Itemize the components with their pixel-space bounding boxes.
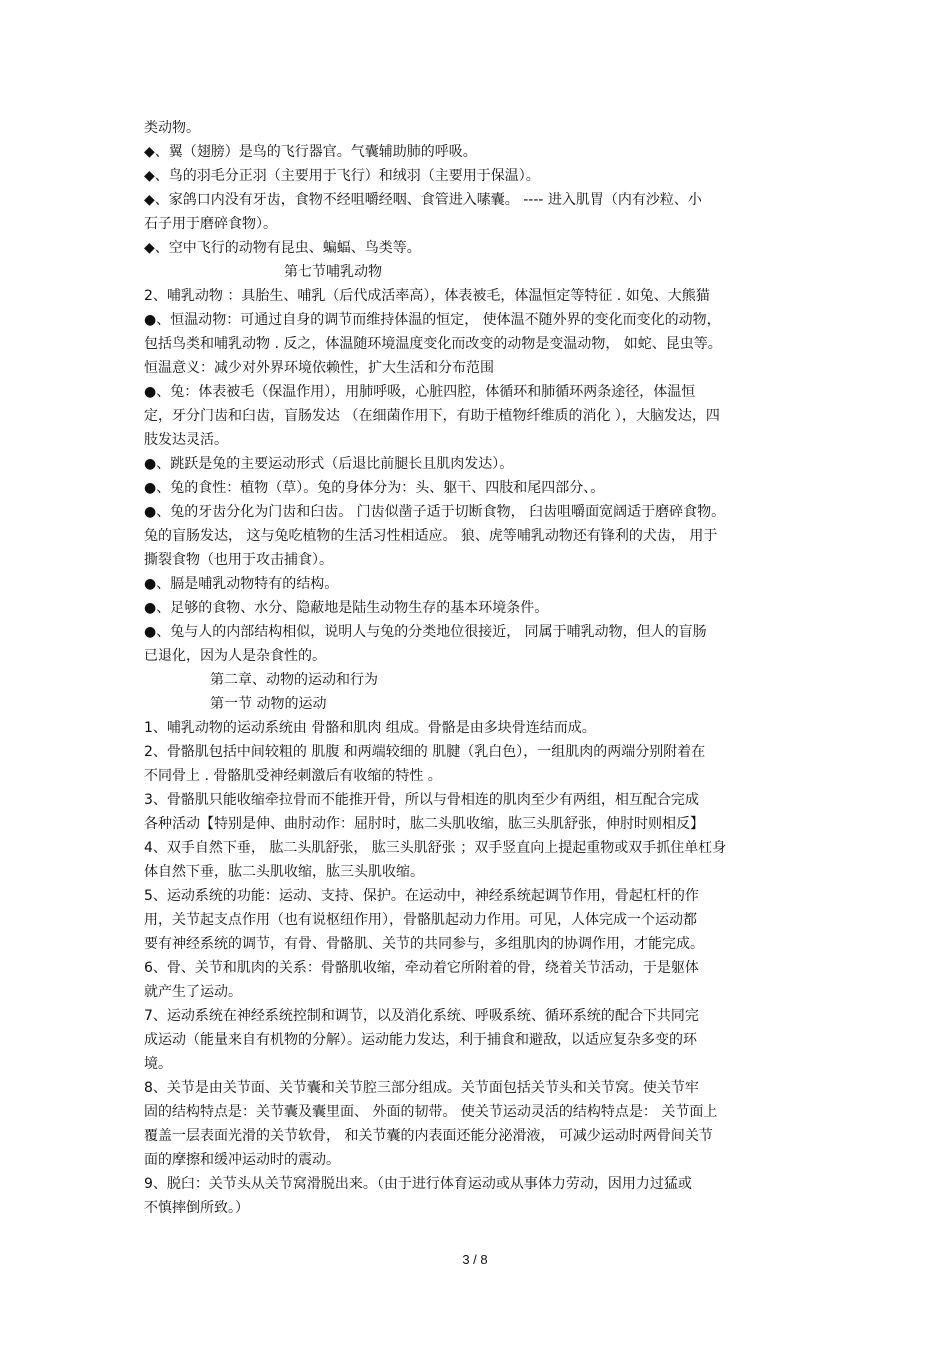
text-line: 各种活动【特别是伸、曲肘动作：屈肘时，肱二头肌收缩，肱三头肌舒张，伸肘时则相反】 bbox=[144, 816, 704, 832]
text-line: 体自然下垂，肱二头肌收缩，肱三头肌收缩。 bbox=[144, 864, 424, 880]
text-line: 就产生了运动。 bbox=[144, 984, 242, 1000]
text-line: 不同骨上 . 骨骼肌受神经刺激后有收缩的特性 。 bbox=[144, 768, 442, 784]
text-line: ◆、鸟的羽毛分正羽（主要用于飞行）和绒羽（主要用于保温）。 bbox=[144, 168, 540, 184]
text-line: 7、运动系统在神经系统控制和调节，以及消化系统、呼吸系统、循环系统的配合下共同完 bbox=[144, 1008, 699, 1024]
section-heading: 第七节哺乳动物 bbox=[284, 264, 382, 280]
text-line: ◆、家鸽口内没有牙齿，食物不经咀嚼经咽、食管进入嗉囊。 ---- 进入肌胃（内有沙粒、小 bbox=[144, 192, 702, 208]
text-line: ●、膈是哺乳动物特有的结构。 bbox=[144, 576, 339, 592]
text-line: ◆、翼（翅膀）是鸟的飞行器官。气囊辅助肺的呼吸。 bbox=[144, 144, 477, 160]
text-line: 用，关节起支点作用（也有说枢纽作用），骨骼肌起动力作用。可见，人体完成一个运动都 bbox=[144, 912, 697, 928]
text-line: 2、哺乳动物 ：具胎生、哺乳（后代成活率高），体表被毛，体温恒定等特征 . 如兔、大熊猫 bbox=[144, 288, 710, 304]
text-line: 1、哺乳动物的运动系统由 骨骼和肌肉 组成。骨骼是由多块骨连结而成。 bbox=[144, 720, 596, 736]
text-line: 固的结构特点是：关节囊及囊里面、 外面的韧带。 使关节运动灵活的结构特点是： 关节面上 bbox=[144, 1104, 718, 1120]
text-line: ●、兔的食性：植物（草）。兔的身体分为：头、躯干、四肢和尾四部分、。 bbox=[144, 480, 605, 496]
text-line: 3、骨骼肌只能收缩牵拉骨而不能推开骨，所以与骨相连的肌肉至少有两组，相互配合完成 bbox=[144, 792, 699, 808]
text-line: ●、兔：体表被毛（保温作用），用肺呼吸，心脏四腔，体循环和肺循环两条途径，体温恒 bbox=[144, 384, 696, 400]
text-line: 兔的盲肠发达， 这与兔吃植物的生活习性相适应。 狼、虎等哺乳动物还有锋利的犬齿， 用于 bbox=[144, 528, 718, 544]
page-number: 3 / 8 bbox=[462, 1252, 488, 1267]
text-line: 覆盖一层表面光滑的关节软骨， 和关节囊的内表面还能分泌滑液， 可减少运动时两骨间关节 bbox=[144, 1128, 713, 1144]
text-line: 肢发达灵活。 bbox=[144, 432, 228, 448]
text-line: 成运动（能量来自有机物的分解）。运动能力发达，利于捕食和避敌，以适应复杂多变的环 bbox=[144, 1032, 697, 1048]
text-line: 9、脱臼：关节头从关节窝滑脱出来。（由于进行体育运动或从事体力劳动，因用力过猛或 bbox=[144, 1176, 692, 1192]
text-line: 包括鸟类和哺乳动物 . 反之，体温随环境温度变化而改变的动物是变温动物， 如蛇、昆虫等。 bbox=[144, 336, 722, 352]
text-line: 面的摩擦和缓冲运动时的震动。 bbox=[144, 1152, 340, 1168]
text-line: 2、骨骼肌包括中间较粗的 肌腹 和两端较细的 肌腱（乳白色），一组肌肉的两端分别附着在 bbox=[144, 744, 706, 760]
text-line: ●、跳跃是兔的主要运动形式（后退比前腿长且肌肉发达）。 bbox=[144, 456, 514, 472]
text-line: 定，牙分门齿和臼齿，盲肠发达 （在细菌作用下，有助于植物纤维质的消化 ），大脑发达，四 bbox=[144, 408, 720, 424]
text-line: ●、兔的牙齿分化为门齿和臼齿。 门齿似凿子适于切断食物， 臼齿咀嚼面宽阔适于磨碎食物。 bbox=[144, 504, 726, 520]
text-line: 6、骨、关节和肌肉的关系：骨骼肌收缩，牵动着它所附着的骨，绕着关节活动，于是躯体 bbox=[144, 960, 699, 976]
text-line: 不慎摔倒所致。） bbox=[144, 1200, 249, 1216]
text-line: 撕裂食物（也用于攻击捕食）。 bbox=[144, 552, 333, 568]
text-line: ●、恒温动物：可通过自身的调节而维持体温的恒定， 使体温不随外界的变化而变化的动物， bbox=[144, 312, 721, 328]
text-line: 要有神经系统的调节，有骨、骨骼肌、关节的共同参与，多组肌肉的协调作用，才能完成。 bbox=[144, 936, 704, 952]
text-line: 境。 bbox=[144, 1056, 172, 1072]
chapter-heading: 第二章、动物的运动和行为 bbox=[210, 672, 378, 688]
text-line: ◆、空中飞行的动物有昆虫、蝙蝠、鸟类等。 bbox=[144, 240, 421, 256]
text-line: 8、关节是由关节面、关节囊和关节腔三部分组成。关节面包括关节头和关节窝。使关节牢 bbox=[144, 1080, 699, 1096]
section-heading: 第一节 动物的运动 bbox=[210, 696, 327, 712]
text-line: 已退化，因为人是杂食性的。 bbox=[144, 648, 326, 664]
text-line: 4、双手自然下垂， 肱二头肌舒张， 肱三头肌舒张 ；双手竖直向上提起重物或双手抓住单杠身 bbox=[144, 840, 727, 856]
text-line: ●、兔与人的内部结构相似，说明人与兔的分类地位很接近， 同属于哺乳动物，但人的盲肠 bbox=[144, 624, 707, 640]
text-line: 恒温意义：减少对外界环境依赖性，扩大生活和分布范围 bbox=[144, 360, 494, 376]
text-line: 5、运动系统的功能：运动、支持、保护。在运动中，神经系统起调节作用，骨起杠杆的作 bbox=[144, 888, 699, 904]
text-line: ●、足够的食物、水分、隐蔽地是陆生动物生存的基本环境条件。 bbox=[144, 600, 549, 616]
text-line: 石子用于磨碎食物）。 bbox=[144, 216, 277, 232]
text-line: 类动物。 bbox=[144, 120, 200, 136]
